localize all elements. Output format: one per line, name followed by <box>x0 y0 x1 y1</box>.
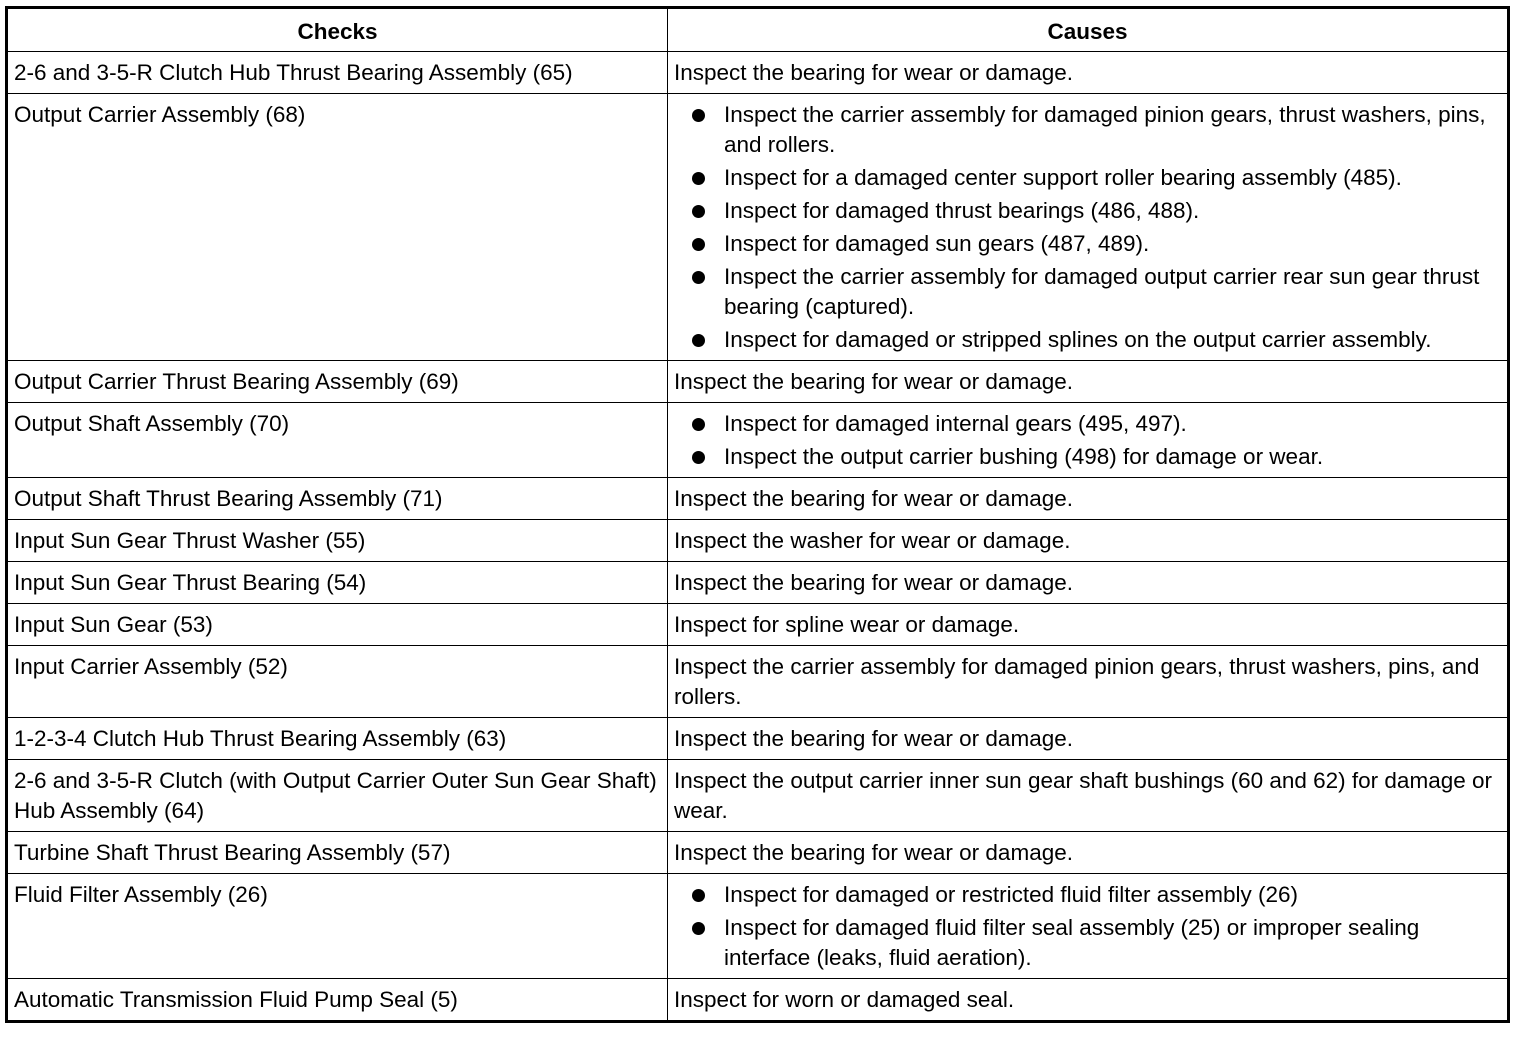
bullet-dot-icon <box>692 922 705 935</box>
cause-bullet-item <box>674 409 1501 439</box>
cause-bullet-text: Inspect for damaged or stripped splines on the output carrier assembly. <box>724 327 1432 352</box>
bullet-dot-icon <box>692 889 705 902</box>
cause-cell: Inspect the bearing for wear or damage. <box>668 478 1509 520</box>
check-cell: Output Carrier Assembly (68) <box>7 94 668 361</box>
check-cell: Input Sun Gear Thrust Washer (55) <box>7 520 668 562</box>
table-row <box>7 760 1509 832</box>
cause-cell <box>668 94 1509 361</box>
check-cell: Input Sun Gear (53) <box>7 604 668 646</box>
cause-bullet-item <box>674 913 1501 973</box>
bullet-dot-icon <box>692 334 705 347</box>
check-cell: Automatic Transmission Fluid Pump Seal (5) <box>7 979 668 1022</box>
cause-cell: Inspect the output carrier inner sun gear shaft bushings (60 and 62) for damage or wear. <box>668 760 1509 832</box>
cause-cell: Inspect the bearing for wear or damage. <box>668 361 1509 403</box>
table-row <box>7 832 1509 874</box>
cause-bullet-text: Inspect the carrier assembly for damaged pinion gears, thrust washers, pins, and rollers. <box>724 102 1486 157</box>
table-row <box>7 874 1509 979</box>
check-cell: Output Shaft Thrust Bearing Assembly (71) <box>7 478 668 520</box>
cause-bullet-item <box>674 163 1501 193</box>
cause-cell <box>668 874 1509 979</box>
cause-bullet-list <box>674 409 1501 472</box>
cause-cell: Inspect the bearing for wear or damage. <box>668 718 1509 760</box>
cause-bullet-item <box>674 100 1501 160</box>
cause-cell: Inspect the bearing for wear or damage. <box>668 52 1509 94</box>
cause-bullet-item <box>674 262 1501 322</box>
cause-bullet-item <box>674 880 1501 910</box>
table-row <box>7 604 1509 646</box>
check-cell: Turbine Shaft Thrust Bearing Assembly (57) <box>7 832 668 874</box>
table-row <box>7 52 1509 94</box>
header-checks: Checks <box>7 8 668 52</box>
cause-bullet-item <box>674 196 1501 226</box>
table-row <box>7 646 1509 718</box>
cause-bullet-item <box>674 442 1501 472</box>
bullet-dot-icon <box>692 109 705 122</box>
header-causes: Causes <box>668 8 1509 52</box>
cause-bullet-item <box>674 229 1501 259</box>
check-cell: Input Carrier Assembly (52) <box>7 646 668 718</box>
check-cell: Input Sun Gear Thrust Bearing (54) <box>7 562 668 604</box>
cause-bullet-list <box>674 880 1501 973</box>
cause-cell <box>668 403 1509 478</box>
cause-cell: Inspect for worn or damaged seal. <box>668 979 1509 1022</box>
cause-cell: Inspect the washer for wear or damage. <box>668 520 1509 562</box>
table-row <box>7 562 1509 604</box>
cause-bullet-text: Inspect for damaged sun gears (487, 489). <box>724 231 1150 256</box>
bullet-dot-icon <box>692 172 705 185</box>
cause-bullet-text: Inspect for a damaged center support roller bearing assembly (485). <box>724 165 1402 190</box>
bullet-dot-icon <box>692 205 705 218</box>
table-row <box>7 718 1509 760</box>
table-row <box>7 361 1509 403</box>
check-cell: 1-2-3-4 Clutch Hub Thrust Bearing Assembly (63) <box>7 718 668 760</box>
cause-cell: Inspect the carrier assembly for damaged pinion gears, thrust washers, pins, and rollers. <box>668 646 1509 718</box>
cause-bullet-list <box>674 100 1501 355</box>
cause-bullet-text: Inspect for damaged thrust bearings (486, 488). <box>724 198 1200 223</box>
check-cell: 2-6 and 3-5-R Clutch (with Output Carrier Outer Sun Gear Shaft) Hub Assembly (64) <box>7 760 668 832</box>
bullet-dot-icon <box>692 418 705 431</box>
cause-bullet-text: Inspect for damaged internal gears (495, 497). <box>724 411 1187 436</box>
bullet-dot-icon <box>692 271 705 284</box>
bullet-dot-icon <box>692 238 705 251</box>
check-cell: Output Shaft Assembly (70) <box>7 403 668 478</box>
cause-bullet-text: Inspect the output carrier bushing (498) for damage or wear. <box>724 444 1324 469</box>
check-cell: Fluid Filter Assembly (26) <box>7 874 668 979</box>
table-row <box>7 979 1509 1022</box>
table-row <box>7 478 1509 520</box>
bullet-dot-icon <box>692 451 705 464</box>
table-row <box>7 94 1509 361</box>
checks-causes-table <box>5 6 1510 1023</box>
check-cell: Output Carrier Thrust Bearing Assembly (69) <box>7 361 668 403</box>
check-cell: 2-6 and 3-5-R Clutch Hub Thrust Bearing Assembly (65) <box>7 52 668 94</box>
cause-cell: Inspect the bearing for wear or damage. <box>668 832 1509 874</box>
header-row <box>7 8 1509 52</box>
cause-bullet-text: Inspect for damaged fluid filter seal assembly (25) or improper sealing interface (leaks, fluid aeration). <box>724 915 1420 970</box>
table-row <box>7 520 1509 562</box>
cause-cell: Inspect for spline wear or damage. <box>668 604 1509 646</box>
cause-bullet-text: Inspect the carrier assembly for damaged output carrier rear sun gear thrust bearing (captured). <box>724 264 1480 319</box>
cause-bullet-item <box>674 325 1501 355</box>
table-row <box>7 403 1509 478</box>
table-body <box>7 52 1509 1022</box>
cause-bullet-text: Inspect for damaged or restricted fluid filter assembly (26) <box>724 882 1298 907</box>
cause-cell: Inspect the bearing for wear or damage. <box>668 562 1509 604</box>
